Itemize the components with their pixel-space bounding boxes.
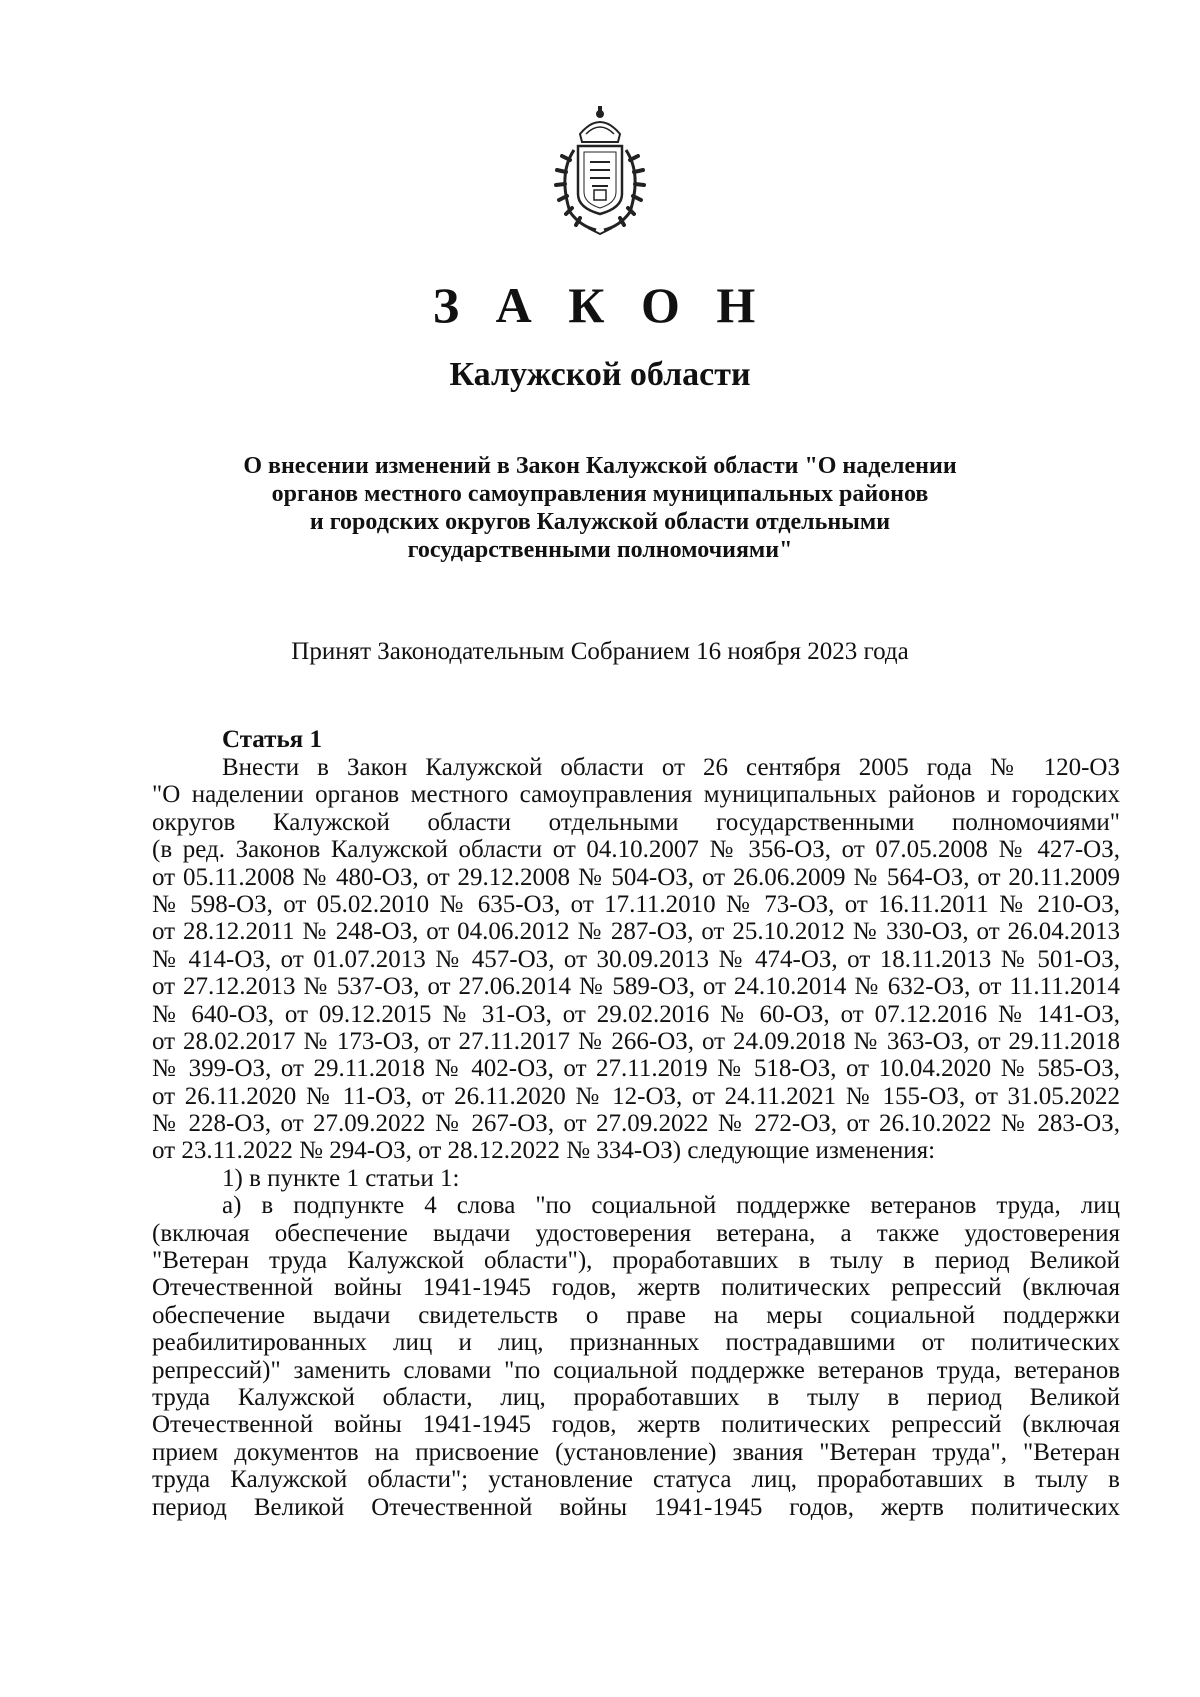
text-line: труда Калужской области, лиц, проработавших в тылу в период Великой <box>152 1383 1120 1411</box>
text-line: период Великой Отечественной войны 1941-1945 годов, жертв политических <box>152 1493 1120 1521</box>
adoption-note: Принят Законодательным Собранием 16 ноября 2023 года <box>291 638 909 665</box>
text-line: реабилитированных лиц и лиц, признанных пострадавшими от политических <box>152 1329 1120 1357</box>
text-line: от 26.11.2020 № 11-ОЗ, от 26.11.2020 № 12-ОЗ, от 24.11.2021 № 155-ОЗ, от 31.05.2022 <box>152 1082 1120 1110</box>
text-line: обеспечение выдачи свидетельств о праве на меры социальной поддержки <box>152 1301 1120 1329</box>
law-title: З А К О Н <box>432 277 768 333</box>
subject-line: государственными полномочиями" <box>407 537 793 563</box>
text-line: (в ред. Законов Калужской области от 04.10.2007 № 356-ОЗ, от 07.05.2008 № 427-ОЗ, <box>152 836 1120 864</box>
text-line: Внести в Закон Калужской области от 26 сентября 2005 года № 120-ОЗ <box>222 754 1120 781</box>
text-line: а) в подпункте 4 слова "по социальной поддержке ветеранов труда, лиц <box>222 1192 1120 1220</box>
text-line: Отечественной войны 1941-1945 годов, жертв политических репрессий (включая <box>152 1411 1120 1439</box>
text-line: от 28.12.2011 № 248-ОЗ, от 04.06.2012 № 287-ОЗ, от 25.10.2012 № 330-ОЗ, от 26.04.2013 <box>152 918 1120 946</box>
text-line: от 23.11.2022 № 294-ОЗ, от 28.12.2022 № 334-ОЗ) следующие изменения: <box>152 1137 936 1165</box>
text-line: репрессий)" заменить словами "по социальной поддержке ветеранов труда, ветеранов <box>152 1356 1120 1384</box>
text-line: № 640-ОЗ, от 09.12.2015 № 31-ОЗ, от 29.02.2016 № 60-ОЗ, от 07.12.2016 № 141-ОЗ, <box>152 1000 1120 1028</box>
coat-of-arms-icon <box>540 104 660 236</box>
text-line: 1) в пункте 1 статьи 1: <box>222 1164 460 1192</box>
text-line: от 28.02.2017 № 173-ОЗ, от 27.11.2017 № 266-ОЗ, от 24.09.2018 № 363-ОЗ, от 29.11.2018 <box>152 1027 1120 1055</box>
law-subject <box>0 452 1200 564</box>
text-line: № 414-ОЗ, от 01.07.2013 № 457-ОЗ, от 30.09.2013 № 474-ОЗ, от 18.11.2013 № 501-ОЗ, <box>152 945 1120 973</box>
text-line: "О наделении органов местного самоуправления муниципальных районов и городских <box>152 781 1120 809</box>
text-line: от 27.12.2013 № 537-ОЗ, от 27.06.2014 № 589-ОЗ, от 24.10.2014 № 632-ОЗ, от 11.11.2014 <box>152 973 1120 1001</box>
subject-line: органов местного самоуправления муниципальных районов <box>271 481 929 507</box>
text-line: Отечественной войны 1941-1945 годов, жертв политических репрессий (включая <box>152 1274 1120 1302</box>
text-line: № 598-ОЗ, от 05.02.2010 № 635-ОЗ, от 17.11.2010 № 73-ОЗ, от 16.11.2011 № 210-ОЗ, <box>152 890 1120 918</box>
article-body <box>152 754 1120 1521</box>
subject-line: и городских округов Калужской области отдельными <box>309 509 891 535</box>
text-line: (включая обеспечение выдачи удостоверения ветерана, а также удостоверения <box>152 1219 1120 1247</box>
text-line: округов Калужской области отдельными государственными полномочиями" <box>152 808 1120 836</box>
text-line: труда Калужской области"; установление статуса лиц, проработавших в тылу в <box>152 1466 1120 1494</box>
text-line: от 05.11.2008 № 480-ОЗ, от 29.12.2008 № 504-ОЗ, от 26.06.2009 № 564-ОЗ, от 20.11.2009 <box>152 863 1120 891</box>
text-line: "Ветеран труда Калужской области"), проработавших в тылу в период Великой <box>152 1247 1120 1275</box>
text-line: № 399-ОЗ, от 29.11.2018 № 402-ОЗ, от 27.11.2019 № 518-ОЗ, от 10.04.2020 № 585-ОЗ, <box>152 1055 1120 1083</box>
text-line: № 228-ОЗ, от 27.09.2022 № 267-ОЗ, от 27.09.2022 № 272-ОЗ, от 26.10.2022 № 283-ОЗ, <box>152 1110 1120 1138</box>
region-title: Калужской области <box>449 356 751 393</box>
text-line: прием документов на присвоение (установление) звания "Ветеран труда", "Ветеран <box>152 1438 1120 1466</box>
article-heading: Статья 1 <box>222 726 322 753</box>
subject-line: О внесении изменений в Закон Калужской области "О наделении <box>243 453 957 479</box>
